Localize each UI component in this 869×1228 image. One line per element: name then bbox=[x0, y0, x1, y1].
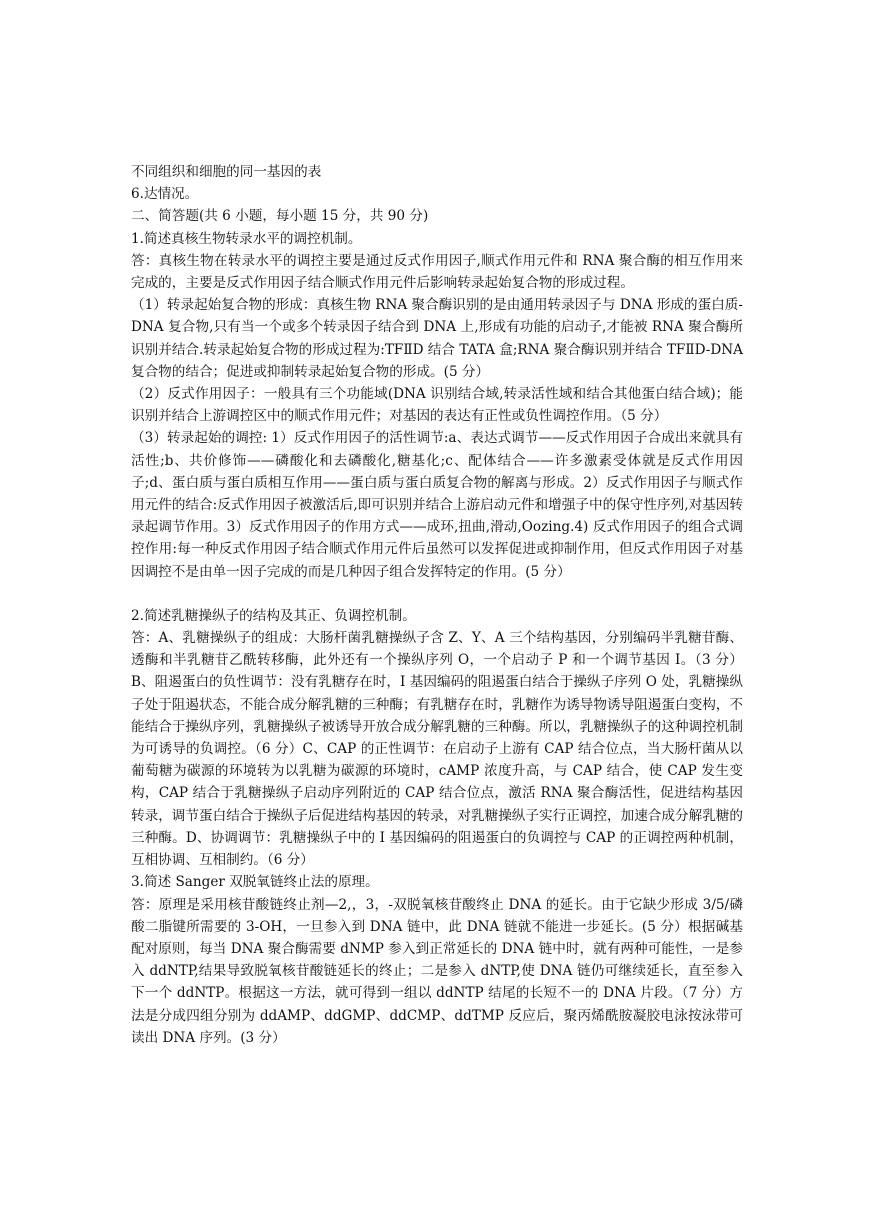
answer-1-point-2: （2）反式作用因子：一般具有三个功能域(DNA 识别结合域,转录活性域和结合其他蛋白结合域)；能识别并结合上游调控区中的顺式作用元件；对基因的表达有正性或负性调控作用。（5 分） bbox=[131, 386, 743, 425]
answer-1-intro: 答：真核生物在转录水平的调控主要是通过反式作用因子,顺式作用元件和 RNA 聚合酶的相互作用来完成的，主要是反式作用因子结合顺式作用元件后影响转录起始复合物的形成过程。 bbox=[131, 252, 743, 292]
answer-1-point-1: （1）转录起始复合物的形成：真核生物 RNA 聚合酶识别的是由通用转录因子与 DNA 形成的蛋白质-DNA 复合物,只有当一个或多个转录因子结合到 DNA 上,形成有功能的启动子,才能被 RNA 聚合酶所识别并结合.转录起始复合物的形成过程为:TFⅡD 结合 TATA 盒;RNA 聚合酶识别并结合 TFⅡD-DNA 复合物的结合；促进或抑制转录起始复合物的形成。(5 分） bbox=[131, 297, 743, 380]
text-line-fragment-2: 6.达情况。 bbox=[131, 186, 199, 203]
section-heading: 二、简答题(共 6 小题，每小题 15 分，共 90 分) bbox=[131, 208, 429, 225]
question-3: 3.简述 Sanger 双脱氧链终止法的原理。 bbox=[131, 874, 379, 891]
paragraph-gap bbox=[131, 583, 743, 605]
question-2: 2.简述乳糖操纵子的结构及其正、负调控机制。 bbox=[131, 607, 416, 624]
answer-2: 答：A、乳糖操纵子的组成：大肠杆菌乳糖操纵子含 Z、Y、A 三个结构基因，分别编码半乳糖苷酶、透酶和半乳糖苷乙酰转移酶，此外还有一个操纵序列 O，一个启动子 P 和一个调节基因 I。（3 分）B、阻遏蛋白的负性调节：没有乳糖存在时，I 基因编码的阻遏蛋白结合于操纵子序列 O 处，乳糖操纵子处于阻遏状态，不能合成分解乳糖的三种酶；有乳糖存在时，乳糖作为诱导物诱导阻遏蛋白变构，不能结合于操纵序列，乳糖操纵子被诱导开放合成分解乳糖的三种酶。所以，乳糖操纵子的这种调控机制为可诱导的负调控。（6 分）C、CAP 的正性调节：在启动子上游有 CAP 结合位点，当大肠杆菌从以葡萄糖为碳源的环境转为以乳糖为碳源的环境时，cAMP 浓度升高，与 CAP 结合，使 CAP 发生变构，CAP 结合于乳糖操纵子启动序列附近的 CAP 结合位点，激活 RNA 聚合酶活性，促进结构基因转录，调节蛋白结合于操纵子后促进结构基因的转录，对乳糖操纵子实行正调控，加速合成分解乳糖的三种酶。D、协调调节：乳糖操纵子中的 I 基因编码的阻遏蛋白的负调控与 CAP 的正调控两种机制，互相协调、互相制约。（6 分） bbox=[131, 630, 743, 869]
text-line-fragment: 不同组织和细胞的同一基因的表 bbox=[131, 164, 322, 180]
question-1: 1.简述真核生物转录水平的调控机制。 bbox=[131, 230, 362, 247]
document-body bbox=[131, 161, 743, 1049]
answer-1-point-3: （3）转录起始的调控: 1）反式作用因子的活性调节:a、表达式调节——反式作用因子合成出来就具有活性;b、共价修饰——磷酸化和去磷酸化,糖基化;c、配体结合——许多激素受体就是反式作用因子;d、蛋白质与蛋白质相互作用——蛋白质与蛋白质复合物的解离与形成。2）反式作用因子与顺式作用元件的结合:反式作用因子被激活后,即可识别并结合上游启动元件和增强子中的保守性序列,对基因转录起调节作用。3）反式作用因子的作用方式——成环,扭曲,滑动,Oozing.4) 反式作用因子的组合式调控作用:每一种反式作用因子结合顺式作用元件后虽然可以发挥促进或抑制作用，但反式作用因子对基因调控不是由单一因子完成的而是几种因子组合发挥特定的作用。(5 分） bbox=[131, 430, 743, 580]
answer-3: 答：原理是采用核苷酸链终止剂—2,，3，-双脱氧核苷酸终止 DNA 的延长。由于它缺少形成 3/5/磷酸二脂键所需要的 3-OH，一旦参入到 DNA 链中，此 DNA 链就不能进一步延长。(5 分）根据碱基配对原则，每当 DNA 聚合酶需要 dNMP 参入到正常延长的 DNA 链中时，就有两种可能性，一是参入 ddNTP,结果导致脱氧核苷酸链延长的终止；二是参入 dNTP,使 DNA 链仍可继续延长，直至参入下一个 ddNTP。根据这一方法，就可得到一组以 ddNTP 结尾的长短不一的 DNA 片段。（7 分）方法是分成四组分别为 ddAMP、ddGMP、ddCMP、ddTMP 反应后，聚丙烯酰胺凝胶电泳按泳带可读出 DNA 序列。(3 分） bbox=[131, 896, 743, 1046]
